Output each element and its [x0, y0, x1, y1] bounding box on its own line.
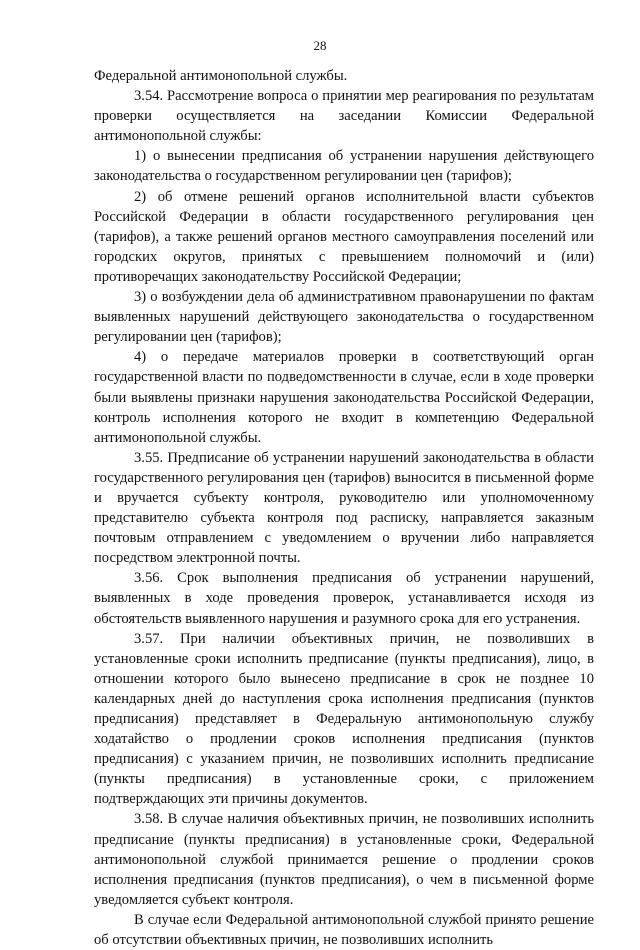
paragraph-3-58: 3.58. В случае наличия объективных причин, не позволивших исполнить предписание (пункты предписания) в установленные сроки, Федеральной антимонопольной службой принимается решение о продлении сроков исполнения предписания (пунктов предписания), о чем в письменной форме уведомляется субъект контроля. [94, 811, 594, 908]
list-item-2: 2) об отмене решений органов исполнительной власти субъектов Российской Федерации в области государственного регулирования цен (тарифов), а также решений органов местного самоуправления поселений или городских округов, принятых с превышением полномочий и (или) противоречащих законодательству Российской Федерации; [94, 188, 594, 285]
paragraph-3-57: 3.57. При наличии объективных причин, не позволивших в установленные сроки исполнить предписание (пункты предписания), лицо, в отношении которого было вынесено предписание в срок не позднее 10 календарных дней до наступления срока исполнения предписания (пунктов предписания) представляет в Федеральную антимонопольную службу ходатайство о продлении сроков исполнения предписания (пунктов предписания) с указанием причин, не позволивших исполнить предписание (пункты предписания) в установленные сроки, с приложением подтверждающих эти причины документов. [94, 630, 594, 808]
paragraph-final: В случае если Федеральной антимонопольной службой принято решение об отсутствии объективных причин, не позволивших исполнить [94, 911, 594, 949]
document-body [94, 66, 594, 950]
paragraph-3-54: 3.54. Рассмотрение вопроса о принятии мер реагирования по результатам проверки осуществляется на заседании Комиссии Федеральной антимонопольной службы: [94, 88, 594, 145]
list-item-1: 1) о вынесении предписания об устранении нарушения действующего законодательства о государственном регулировании цен (тарифов); [94, 148, 594, 185]
list-item-3: 3) о возбуждении дела об административном правонарушении по фактам выявленных нарушений действующего законодательства о государственном регулировании цен (тарифов); [94, 289, 594, 346]
paragraph-continuation: Федеральной антимонопольной службы. [94, 68, 348, 84]
page-number: 28 [313, 38, 327, 53]
list-item-4: 4) о передаче материалов проверки в соответствующий орган государственной власти по подведомственности в случае, если в ходе проверки были выявлены признаки нарушения законодательства Российской Федерации, контроль исполнения которого не входит в компетенцию Федеральной антимонопольной службы. [94, 349, 594, 446]
paragraph-3-55: 3.55. Предписание об устранении нарушений законодательства в области государственного регулирования цен (тарифов) выносится в письменной форме и вручается субъекту контроля, руководителю или уполномоченному представителю субъекта контроля под расписку, направляется заказным почтовым отправлением с уведомлением о вручении либо направляется посредством электронной почты. [94, 449, 594, 567]
paragraph-3-56: 3.56. Срок выполнения предписания об устранении нарушений, выявленных в ходе проведения проверок, устанавливается исходя из обстоятельств выявленного нарушения и разумного срока для его устранения. [94, 570, 594, 627]
